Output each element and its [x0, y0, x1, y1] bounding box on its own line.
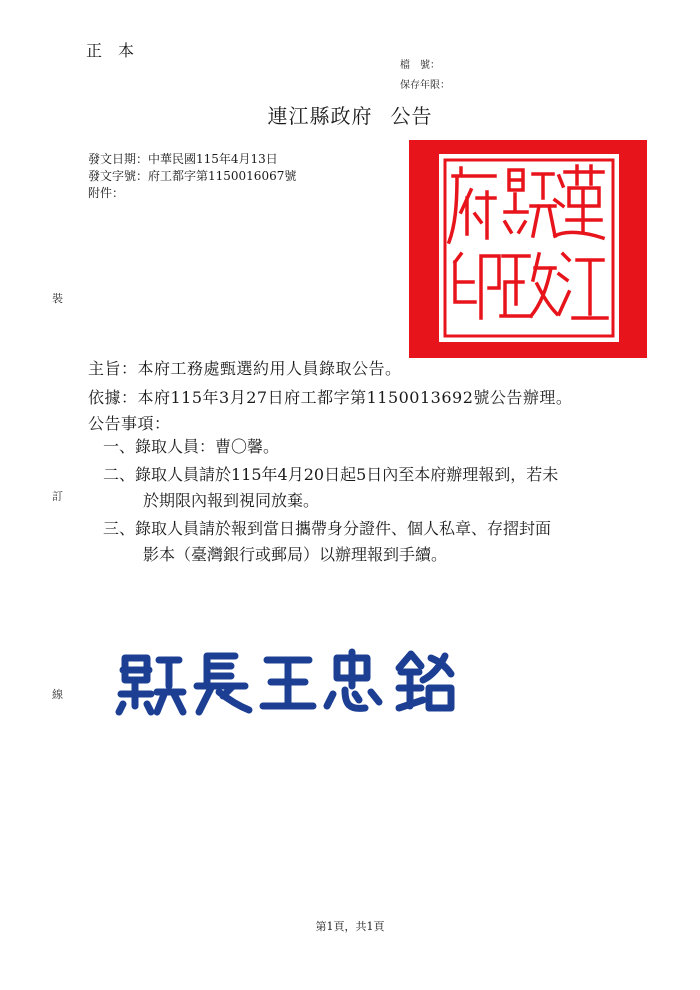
subject-line: 主旨：本府工務處甄選約用人員錄取公告。: [88, 359, 402, 378]
announcement-item: 一、錄取人員：曹〇馨。: [103, 437, 280, 456]
issue-date: 發文日期：中華民國115年4月13日: [88, 152, 278, 166]
binding-mark-bind: 裝: [52, 292, 63, 305]
retention-period-label: 保存年限：: [400, 80, 450, 91]
document-type: 公告: [390, 104, 433, 128]
announcement-item-continuation: 影本（臺灣銀行或郵局）以辦理報到手續。: [143, 545, 448, 564]
announcement-item-continuation: 於期限內報到視同放棄。: [143, 491, 320, 510]
document-title: [0, 100, 700, 129]
announcement-item: 三、錄取人員請於報到當日攜帶身分證件、個人私章、存摺封面: [103, 519, 552, 538]
magistrate-signature: [115, 648, 465, 718]
copy-mark: [86, 38, 136, 61]
binding-mark-stitch: 訂: [52, 490, 63, 503]
announcement-items-heading: 公告事項：: [88, 414, 171, 433]
copy-mark-char: 本: [118, 41, 137, 60]
announcement-item: 二、錄取人員請於115年4月20日起5日內至本府辦理報到，若未: [103, 465, 559, 484]
reference-number: 發文字號：府工都字第1150016067號: [88, 169, 297, 183]
archive-number-label: 檔 號：: [400, 60, 440, 71]
page-number: 第1頁，共1頁: [315, 920, 385, 933]
attachment-line: 附件：: [88, 186, 125, 200]
copy-mark-char: 正: [86, 41, 105, 60]
basis-line: 依據：本府115年3月27日府工都字第1150013692號公告辦理。: [88, 388, 573, 407]
official-seal-stamp: [405, 136, 651, 362]
issuer-name: 連江縣政府: [267, 104, 373, 128]
binding-mark-line: 線: [52, 688, 63, 701]
